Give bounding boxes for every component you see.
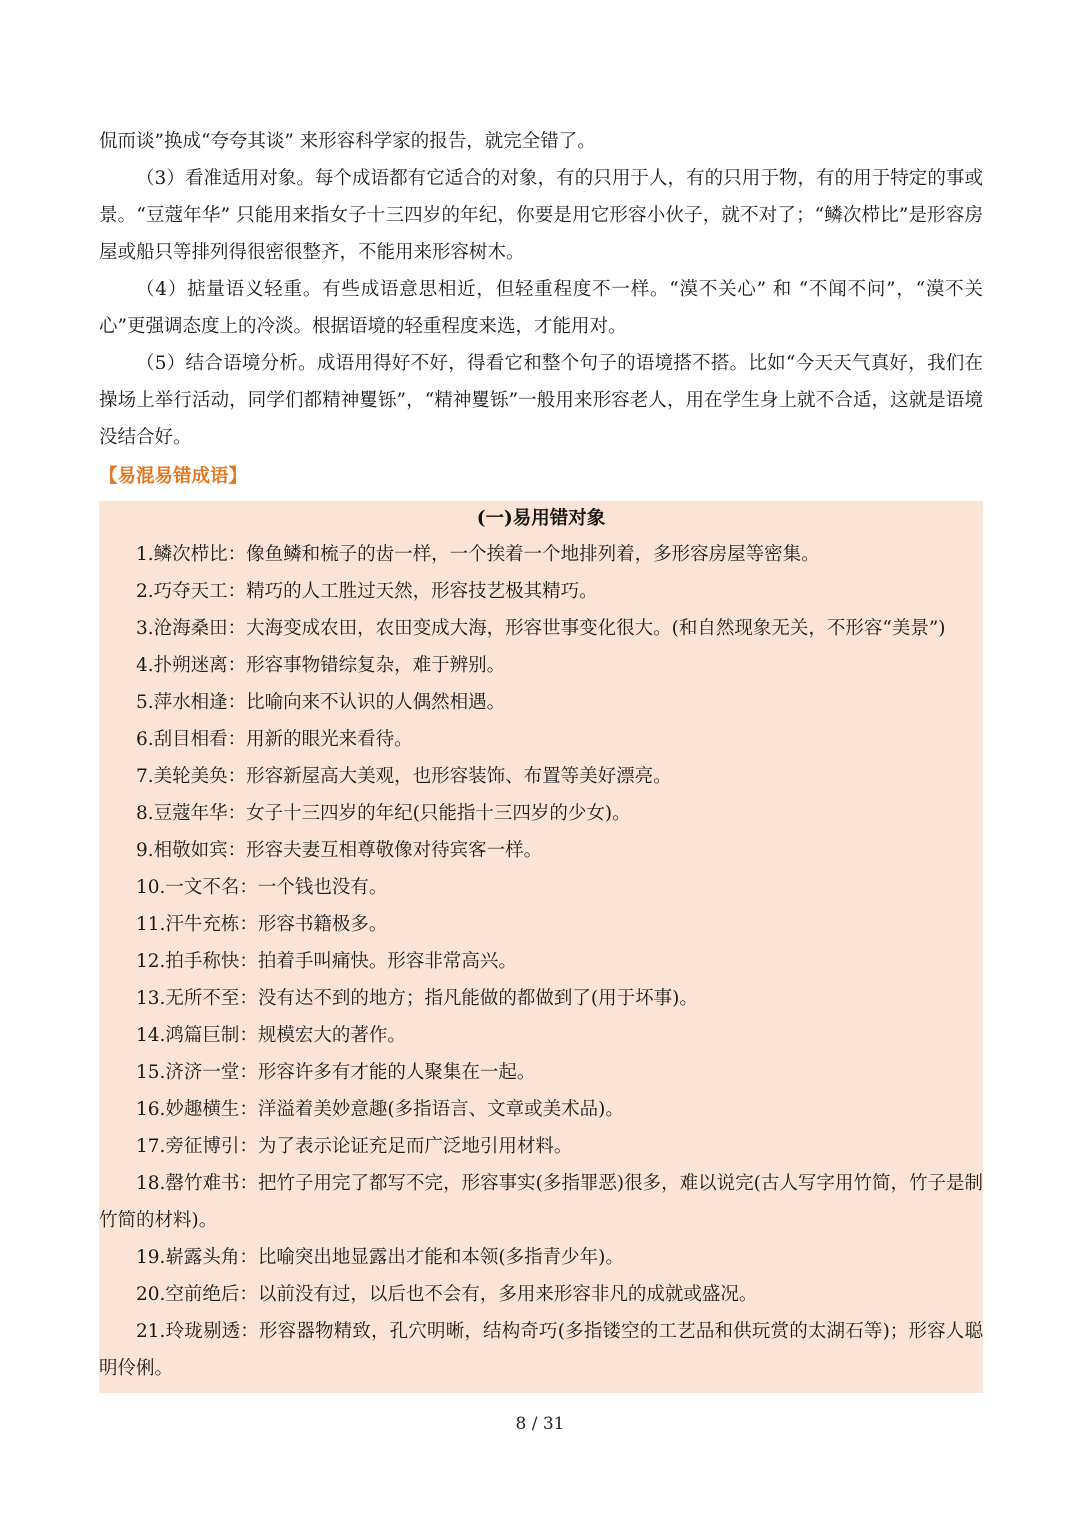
section-heading: 【易混易错成语】 [99,466,248,487]
list-item: 13.无所不至：没有达不到的地方；指凡能做的都做到了(用于坏事)。 [136,988,698,1009]
list-item: 20.空前绝后：以前没有过，以后也不会有，多用来形容非凡的成就或盛况。 [136,1284,758,1305]
paragraph-point-5: （5）结合语境分析。成语用得好不好，得看它和整个句子的语境搭不搭。比如“今天天气真好，我们在操场上举行活动，同学们都精神矍铄”，“精神矍铄”一般用来形容老人，用在学生身上就不合适，这就是语境没结合好。 [99,353,983,448]
paragraph-point-3: （3）看准适用对象。每个成语都有它适合的对象，有的只用于人，有的只用于物，有的用于特定的事或景。“豆蔻年华” 只能用来指女子十三四岁的年纪，你要是用它形容小伙子，就不对了；“鳞次栉比”是形容房屋或船只等排列得很密很整齐，不能用来形容树木。 [99,168,983,263]
list-item: 10.一文不名：一个钱也没有。 [136,877,388,898]
list-item: 9.相敬如宾：形容夫妻互相尊敬像对待宾客一样。 [136,840,543,861]
list-item: 7.美轮美奂：形容新屋高大美观，也形容装饰、布置等美好漂亮。 [136,766,672,787]
list-item: 5.萍水相逢：比喻向来不认识的人偶然相遇。 [136,692,506,713]
list-item: 17.旁征博引：为了表示论证充足而广泛地引用材料。 [136,1136,573,1157]
list-item: 8.豆蔻年华：女子十三四岁的年纪(只能指十三四岁的少女)。 [136,803,631,824]
list-item: 18.罄竹难书：把竹子用完了都写不完，形容事实(多指罪恶)很多，难以说完(古人写字用竹简，竹子是制竹简的材料)。 [99,1173,983,1231]
list-item: 12.拍手称快：拍着手叫痛快。形容非常高兴。 [136,951,517,972]
paragraph-continuation: 侃而谈”换成“夸夸其谈” 来形容科学家的报告，就完全错了。 [99,131,596,152]
idiom-list-box [99,501,983,1393]
list-item: 16.妙趣横生：洋溢着美妙意趣(多指语言、文章或美术品)。 [136,1099,624,1120]
list-item: 19.崭露头角：比喻突出地显露出才能和本领(多指青少年)。 [136,1247,624,1268]
idiom-list [99,536,983,1387]
list-item: 4.扑朔迷离：形容事物错综复杂，难于辨别。 [136,655,506,676]
list-item: 3.沧海桑田：大海变成农田，农田变成大海，形容世事变化很大。(和自然现象无关，不形容“美景”) [136,618,946,639]
list-item: 1.鳞次栉比：像鱼鳞和梳子的齿一样，一个挨着一个地排列着，多形容房屋等密集。 [136,544,820,565]
paragraph-point-4: （4）掂量语义轻重。有些成语意思相近，但轻重程度不一样。“漠不关心” 和 “不闻不问”，“漠不关心”更强调态度上的冷淡。根据语境的轻重程度来选，才能用对。 [99,279,983,337]
list-item: 21.玲珑剔透：形容器物精致，孔穴明晰，结构奇巧(多指镂空的工艺品和供玩赏的太湖石等)；形容人聪明伶俐。 [99,1321,983,1379]
list-item: 15.济济一堂：形容许多有才能的人聚集在一起。 [136,1062,536,1083]
list-item: 11.汗牛充栋：形容书籍极多。 [136,914,388,935]
list-item: 6.刮目相看：用新的眼光来看待。 [136,729,413,750]
list-item: 2.巧夺天工：精巧的人工胜过天然，形容技艺极其精巧。 [136,581,598,602]
page-number: 8 / 31 [515,1414,565,1434]
list-item: 14.鸿篇巨制：规模宏大的著作。 [136,1025,406,1046]
box-title: (一)易用错对象 [476,508,606,529]
